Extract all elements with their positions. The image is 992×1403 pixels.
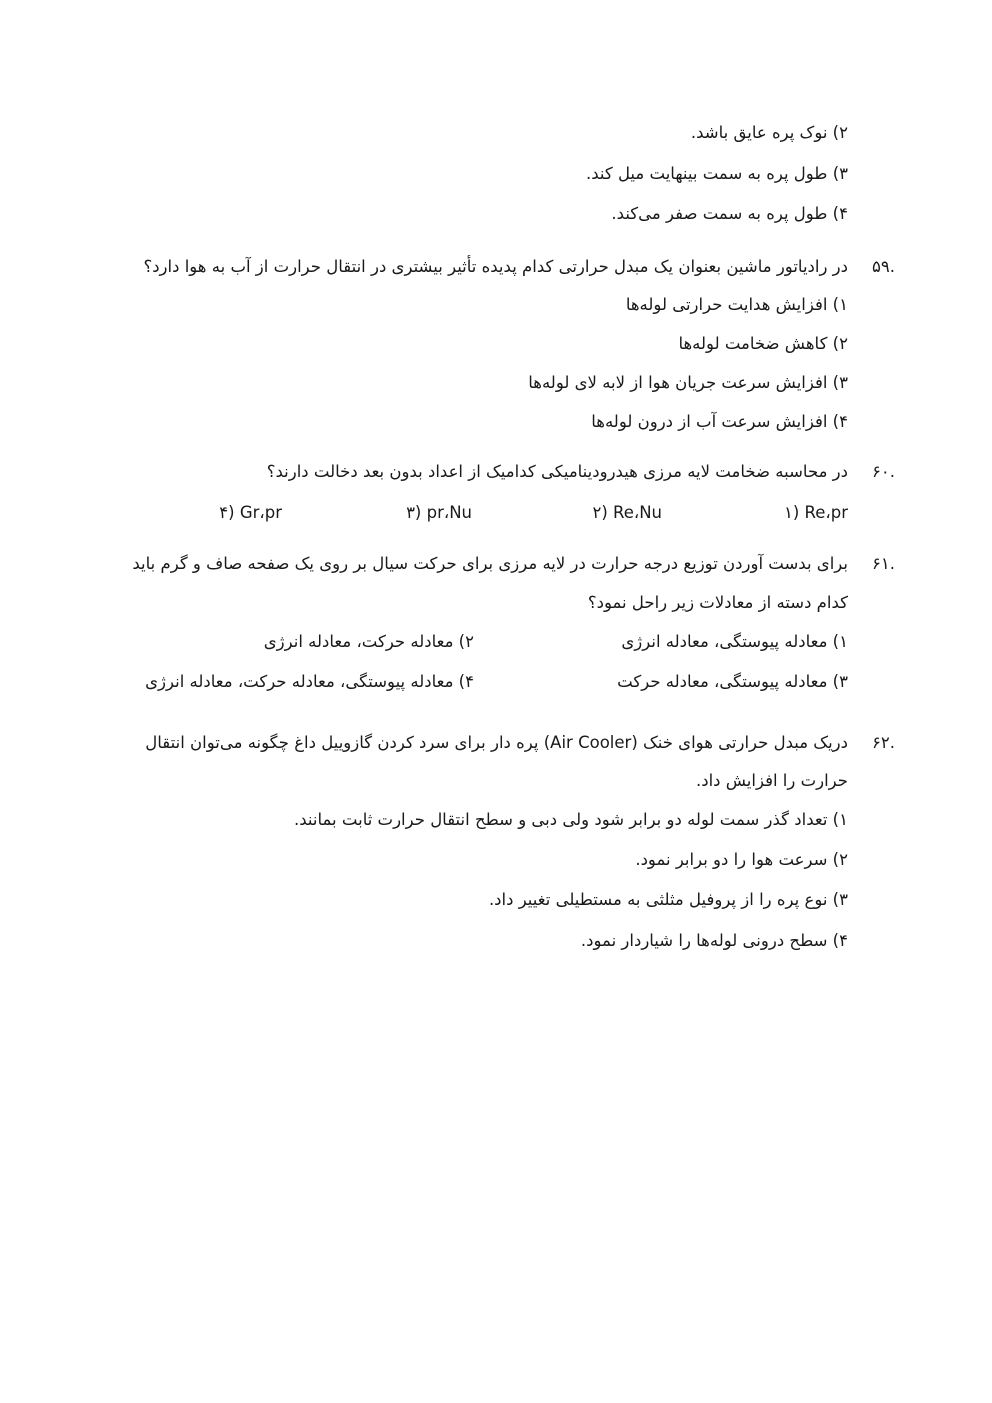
q61-option-2: ۲) معادله حرکت، معادله انرژی (263, 632, 474, 651)
q60-option-3: ۳) pr،Nu (406, 503, 472, 522)
q62-option-1: ۱) تعداد گذر سمت لوله دو برابر شود ولی دبی و سطح انتقال حرارت ثابت بمانند. (294, 810, 848, 829)
q59-number: ۵۹. (872, 257, 895, 276)
q61-text-line1: برای بدست آوردن توزیع درجه حرارت در لایه مرزی برای حرکت سیال بر روی یک صفحه صاف و گرم باید (132, 554, 848, 573)
q61-option-1: ۱) معادله پیوستگی، معادله انرژی (621, 632, 848, 651)
q58-option-4: ۴) طول پره به سمت صفر می‌کند. (611, 204, 848, 223)
q62-option-2: ۲) سرعت هوا را دو برابر نمود. (635, 850, 848, 869)
q58-option-3: ۳) طول پره به سمت بینهایت میل کند. (585, 164, 848, 183)
q61-option-4: ۴) معادله پیوستگی، معادله حرکت، معادله انرژی (145, 672, 474, 691)
q59-text: در رادیاتور ماشین بعنوان یک مبدل حرارتی کدام پدیده تأثیر بیشتری در انتقال حرارت از آب به هوا دارد؟ (143, 257, 848, 276)
q62-text-line2: حرارت را افزایش داد. (696, 771, 848, 790)
q59-option-1: ۱) افزایش هدایت حرارتی لوله‌ها (625, 295, 848, 314)
q62-option-4: ۴) سطح درونی لوله‌ها را شیاردار نمود. (580, 931, 848, 950)
q60-option-4: ۴) Gr،pr (219, 503, 282, 522)
q59-option-2: ۲) کاهش ضخامت لوله‌ها (678, 334, 848, 353)
q61-option-3: ۳) معادله پیوستگی، معادله حرکت (617, 672, 848, 691)
q60-option-1: ۱) Re،pr (783, 503, 848, 522)
q62-option-3: ۳) نوع پره را از پروفیل مثلثی به مستطیلی تغییر داد. (488, 890, 848, 909)
q58-option-2: ۲) نوک پره عایق باشد. (690, 123, 848, 142)
q59-option-4: ۴) افزایش سرعت آب از درون لوله‌ها (591, 412, 848, 431)
q59-option-3: ۳) افزایش سرعت جریان هوا از لابه لای لوله‌ها (528, 373, 848, 392)
q62-number: ۶۲. (872, 733, 895, 752)
q61-number: ۶۱. (872, 554, 895, 573)
q60-option-2: ۲) Re،Nu (592, 503, 662, 522)
q61-text-line2: کدام دسته از معادلات زیر راحل نمود؟ (587, 593, 848, 612)
q62-text-line1: دریک مبدل حرارتی هوای خنک (Air Cooler) پره دار برای سرد کردن گازوییل داغ چگونه می‌توان انتقال (145, 733, 848, 752)
q60-text: در محاسبه ضخامت لایه مرزی هیدرودینامیکی کدامیک از اعداد بدون بعد دخالت دارند؟ (266, 462, 848, 481)
q60-number: ۶۰. (872, 462, 895, 481)
